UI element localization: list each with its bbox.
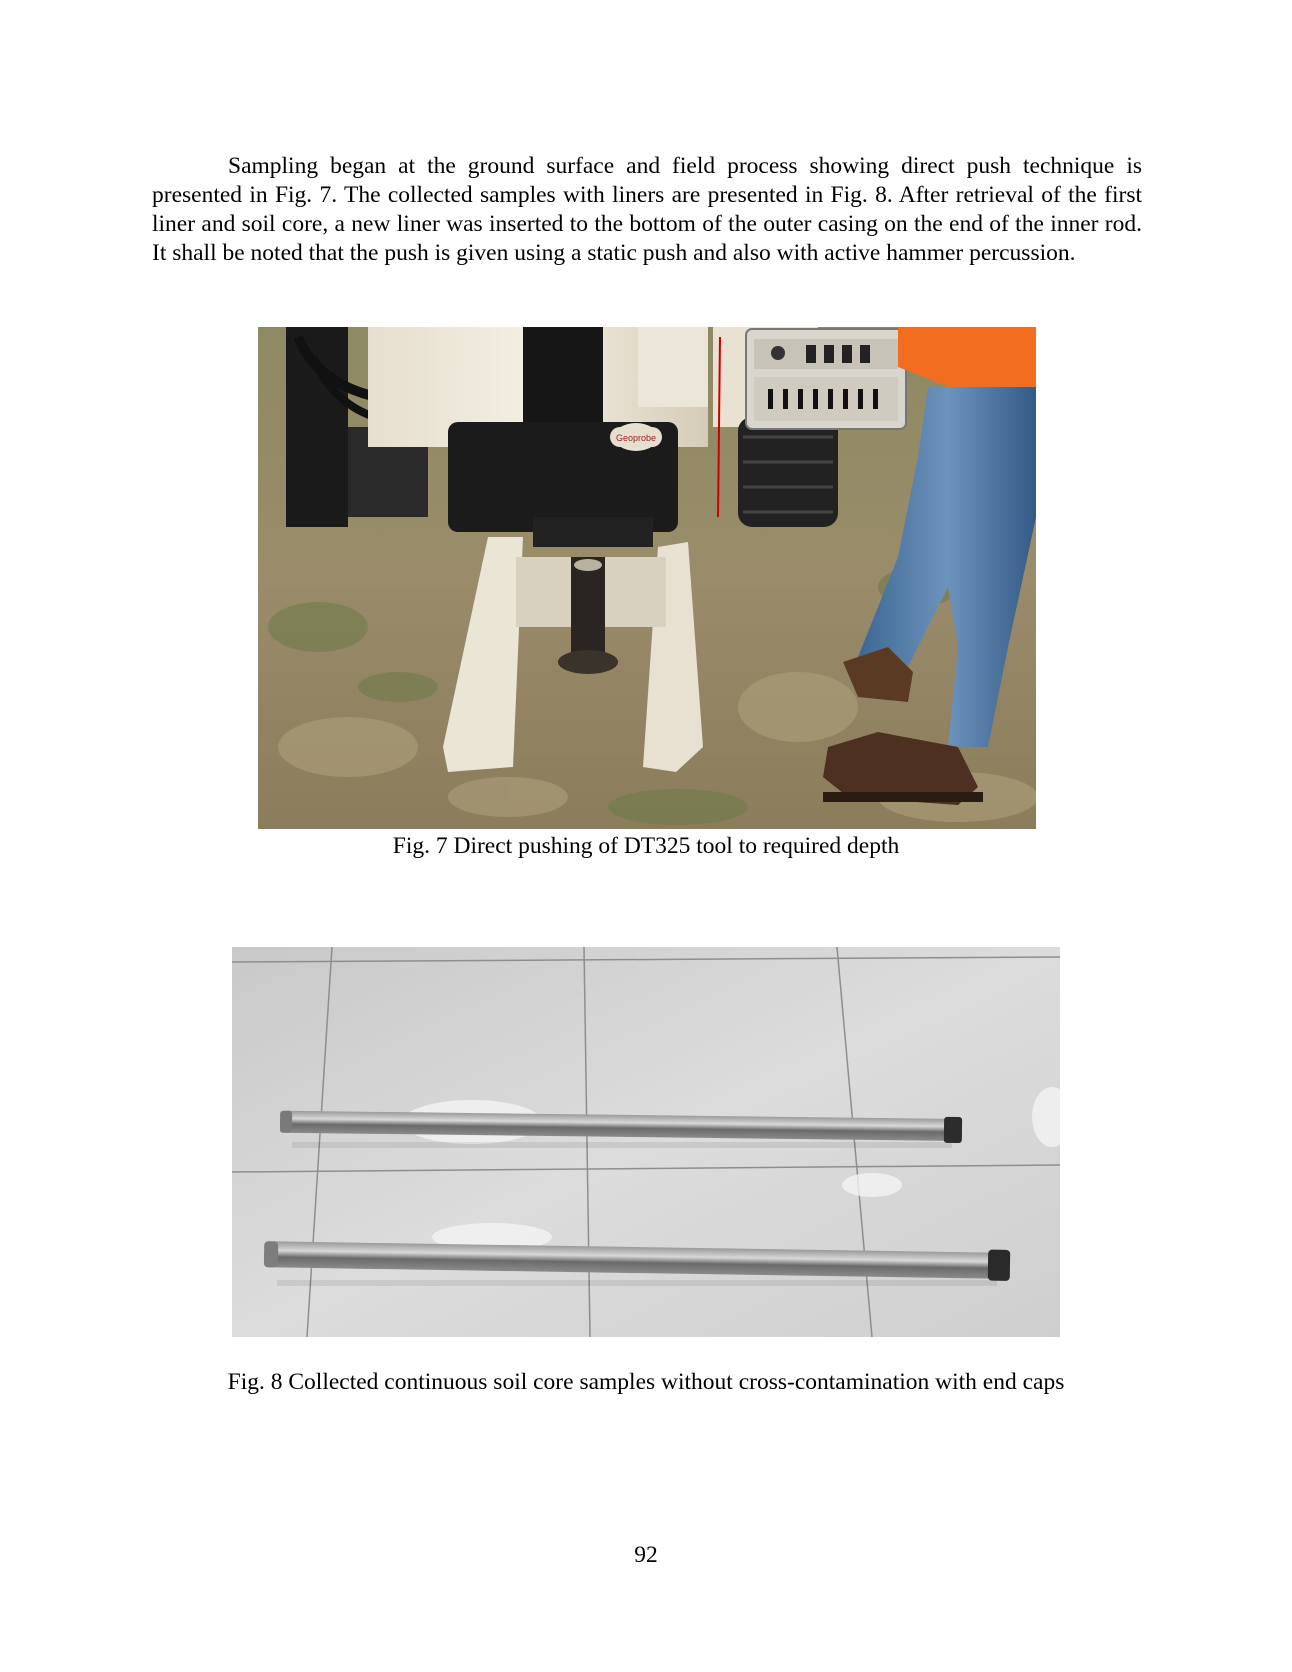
body-paragraph-text: Sampling began at the ground surface and field process showing direct push technique is presented in Fig. 7. The collected samples with liners are presented in Fig. 8. After retrieval of the first liner and soil core, a new liner was inserted to the bottom of the outer casing on the end of the inner rod. It shall be noted that the push is given using a static push and also with active hammer percussion. [152, 153, 1142, 266]
figure-8-caption: Fig. 8 Collected continuous soil core samples without cross-contamination with end caps [227, 1369, 1065, 1395]
figure-7-photo [258, 327, 1036, 829]
geoprobe-logo: Geoprobe [615, 433, 657, 443]
body-paragraph [152, 152, 1142, 268]
page-number: 92 [634, 1542, 658, 1568]
figure-7-caption: Fig. 7 Direct pushing of DT325 tool to required depth [392, 833, 900, 859]
figure-8-photo [232, 947, 1060, 1337]
